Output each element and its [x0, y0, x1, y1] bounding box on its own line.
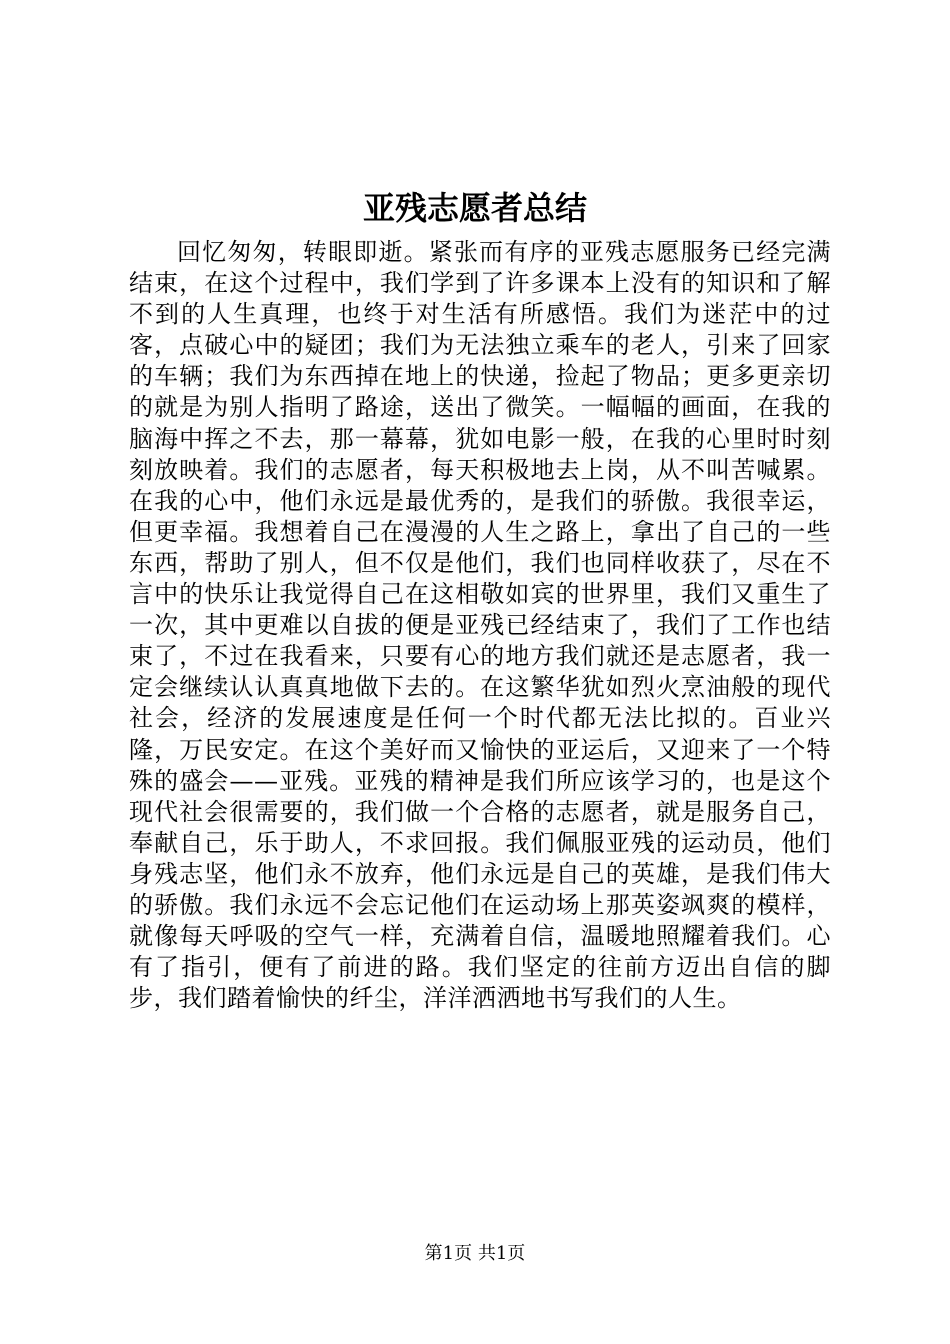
document-title: 亚残志愿者总结 — [362, 189, 587, 227]
document-body-paragraph: 回忆匆匆，转眼即逝。紧张而有序的亚残志愿服务已经完满结束，在这个过程中，我们学到了许多课本上没有的知识和了解不到的人生真理，也终于对生活有所感悟。我们为迷茫中的过客，点破心中的疑团；我们为无法独立乘车的老人，引来了回家的车辆；我们为东西掉在地上的快递，捡起了物品；更多更亲切的就是为别人指明了路途，送出了微笑。一幅幅的画面，在我的脑海中挥之不去，那一幕幕，犹如电影一般，在我的心里时时刻刻放映着。我们的志愿者，每天积极地去上岗，从不叫苦喊累。在我的心中，他们永远是最优秀的，是我们的骄傲。我很幸运，但更幸福。我想着自己在漫漫的人生之路上，拿出了自己的一些东西，帮助了别人，但不仅是他们，我们也同样收获了，尽在不言中的快乐让我觉得自己在这相敬如宾的世界里，我们又重生了一次，其中更难以自拔的便是亚残已经结束了，我们了工作也结束了，不过在我看来，只要有心的地方我们就还是志愿者，我一定会继续认认真真地做下去的。在这繁华犹如烈火烹油般的现代社会，经济的发展速度是任何一个时代都无法比拟的。百业兴隆，万民安定。在这个美好而又愉快的亚运后，又迎来了一个特殊的盛会——亚残。亚残的精神是我们所应该学习的，也是这个现代社会很需要的，我们做一个合格的志愿者，就是服务自己，奉献自己，乐于助人，不求回报。我们佩服亚残的运动员，他们身残志坚，他们永不放弃，他们永远是自己的英雄，是我们伟大的骄傲。我们永远不会忘记他们在运动场上那英姿飒爽的模样，就像每天呼吸的空气一样，充满着自信，温暖地照耀着我们。心有了指引，便有了前进的路。我们坚定的往前方迈出自信的脚步，我们踏着愉快的纤尘，洋洋洒洒地书写我们的人生。 — [129, 238, 831, 1013]
page-number-footer: 第1页 共1页 — [424, 1243, 526, 1264]
